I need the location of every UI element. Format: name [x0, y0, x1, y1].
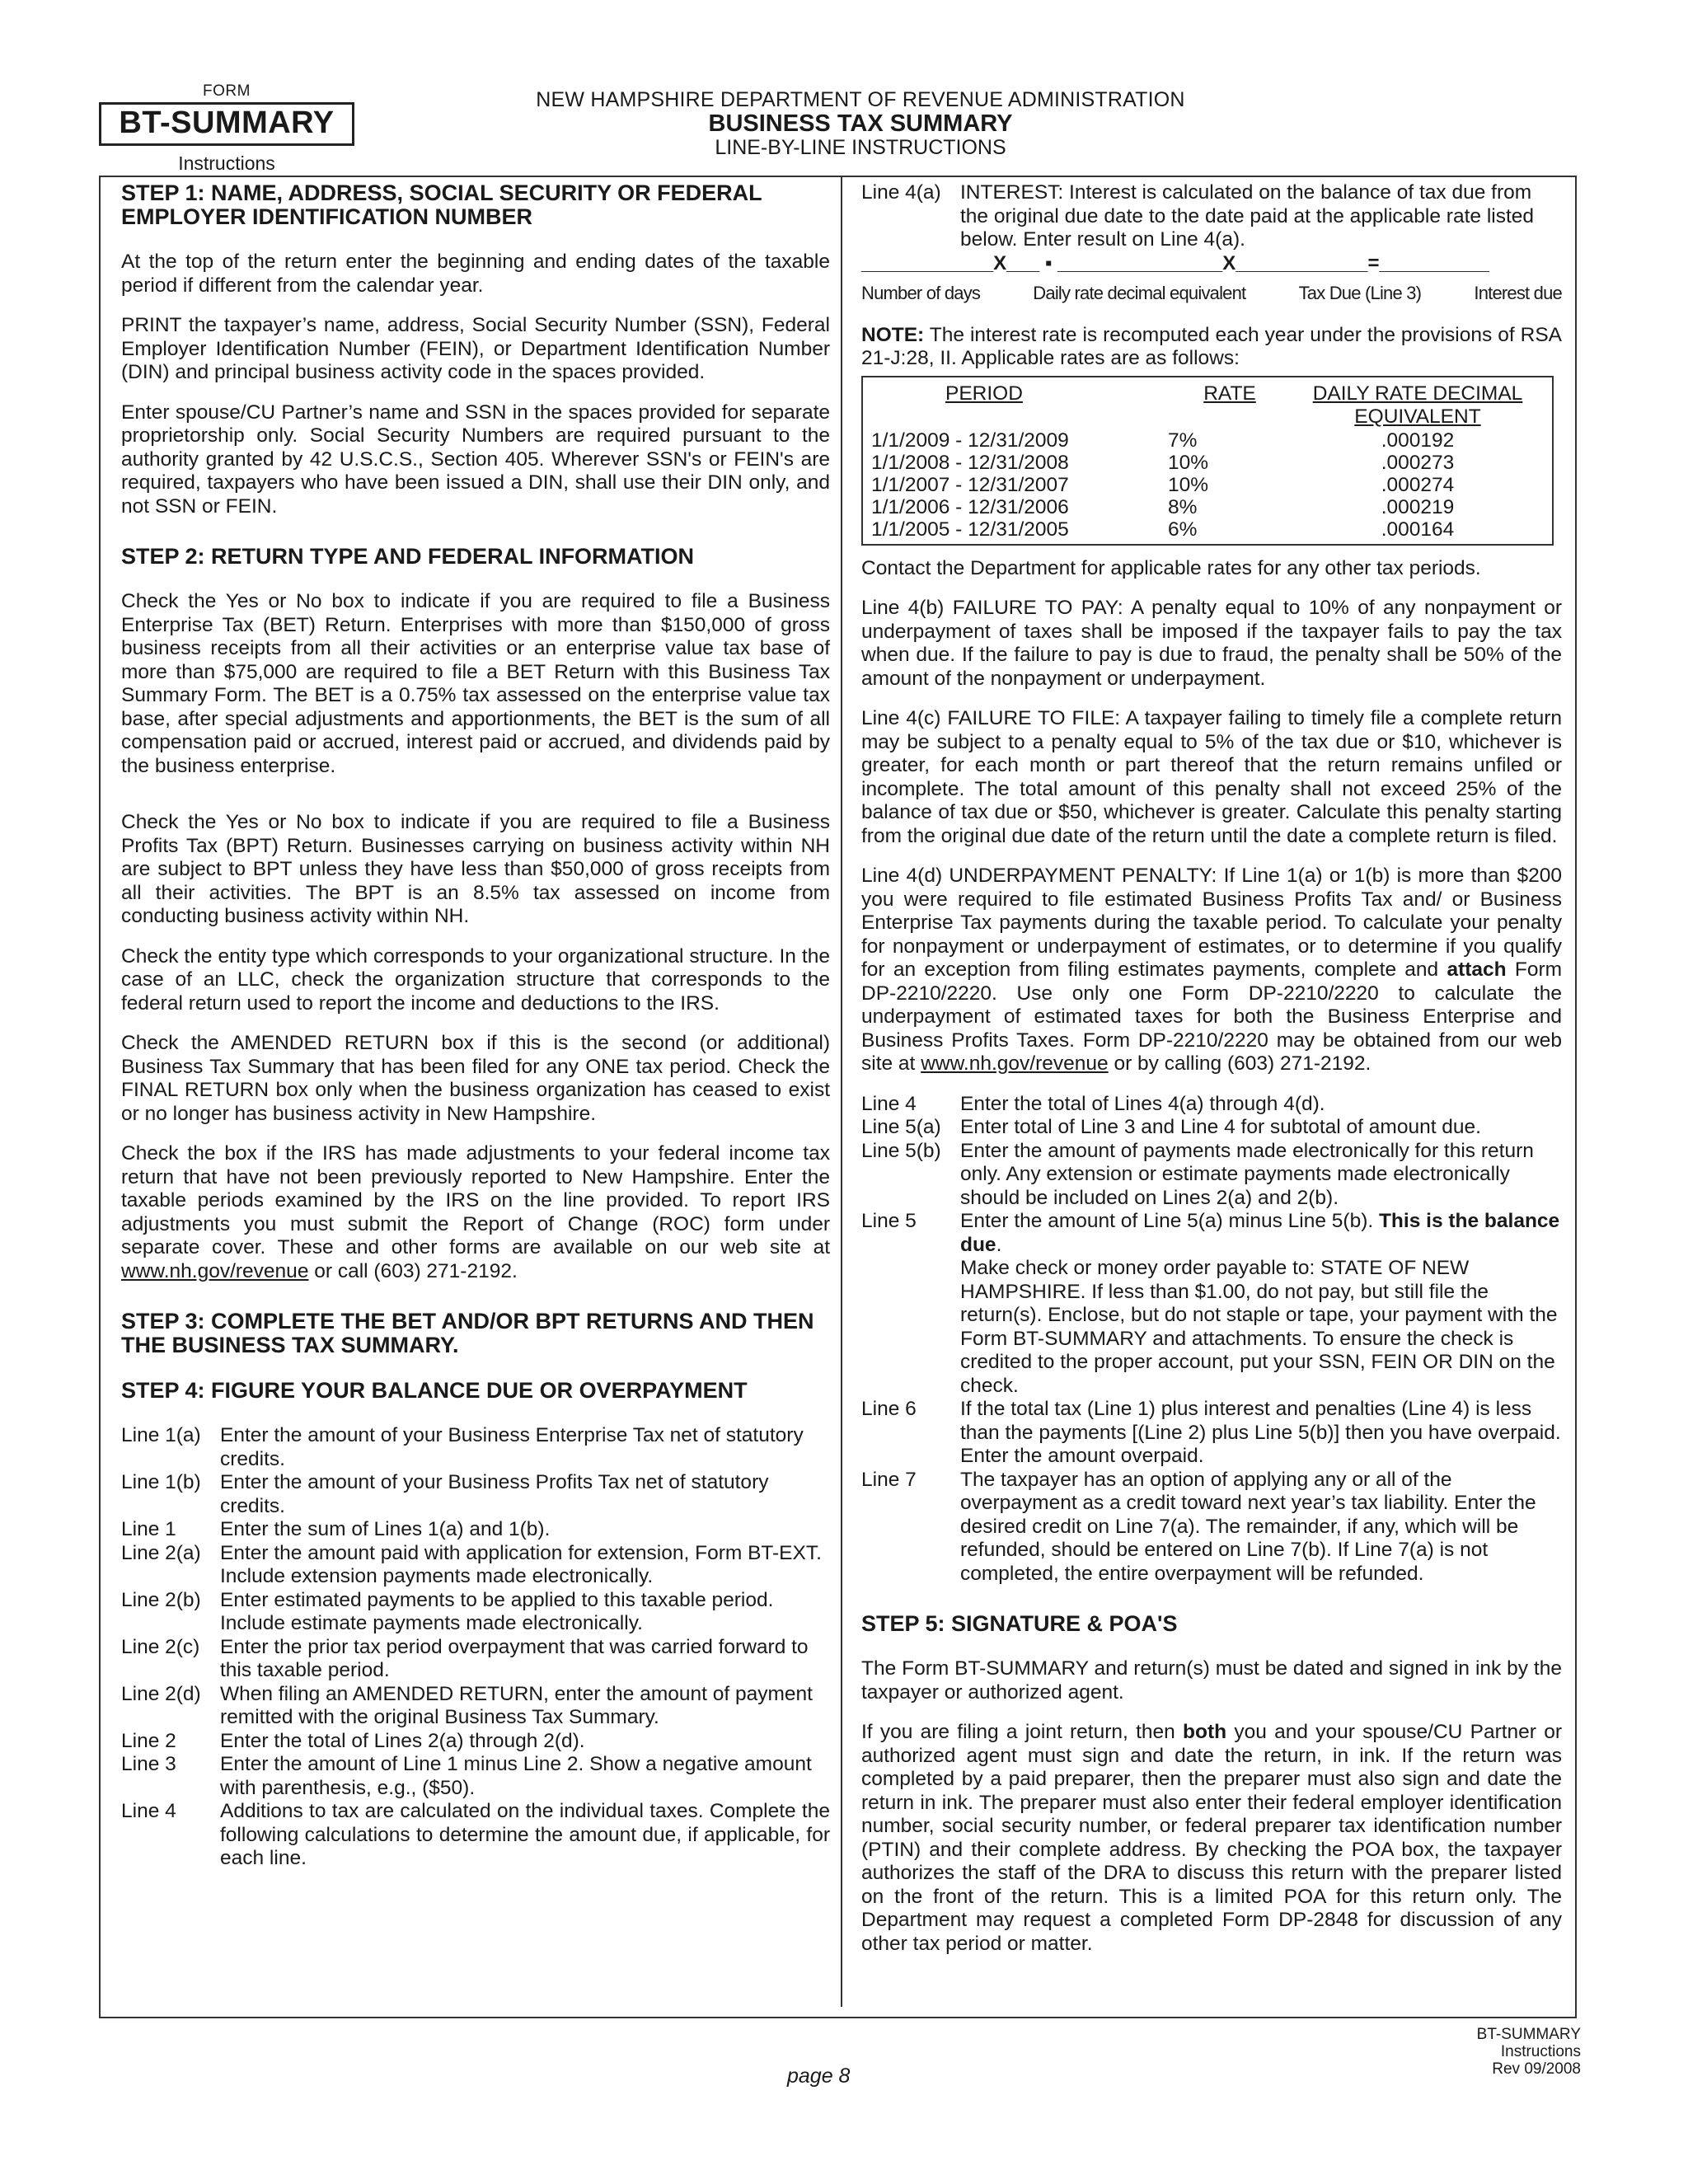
table-row: 1/1/2006 - 12/31/2006 8% .000219: [871, 495, 1455, 518]
table-row: 1/1/2009 - 12/31/2009 7% .000192: [871, 429, 1455, 452]
line-4c-failure-to-file: Line 4(c) FAILURE TO FILE: A taxpayer failing to timely file a complete return may be subject to a penalty equal to 5% of the tax due or $10, whichever is greater, for each month or part thereof that the return remains unfiled or incomplete. The total amount of this penalty shall not exceed 25% of the balance of tax due or $50, whichever is greater. Calculate this penalty starting from the original due date of the return until the date a complete return is filed.: [861, 707, 1562, 847]
step1-paragraph: Enter spouse/CU Partner’s name and SSN in the spaces provided for separate proprietorship only. Social Security Numbers are required pursuant to the authority granted by 42 U.S.C.S., Section 405. Wherever SSN's or FEIN's are required, taxpayers who have been issued a DIN, shall use their DIN only, and not SSN or FEIN.: [121, 401, 830, 518]
interest-formula-blanks: ____________X___ ▪ _______________X____________=__________: [861, 251, 1489, 274]
step2-paragraph: Check the box if the IRS has made adjustments to your federal income tax return that have not been previously reported to New Hampshire. Enter the taxable periods examined by the IRS on the line provided. To report IRS adjustments you must submit the Report of Change (ROC) form under separate cover. These and other forms are available on our web site at www.nh.gov/revenue or call (603) 271-2192.: [121, 1142, 830, 1282]
step5-heading: STEP 5: SIGNATURE & POA'S: [861, 1611, 1178, 1636]
line-item: Line 7 The taxpayer has an option of applying any or all of the overpayment as a credit toward next year’s tax liability. Enter the desired credit on Line 7(a). The remainder, if any, which will be refunded, should be entered on Line 7(b). If Line 7(a) is not completed, the entire overpayment will be refunded.: [861, 1468, 1536, 1585]
line-item: Line 1(a) Enter the amount of your Business Enterprise Tax net of statutory credits.: [121, 1424, 804, 1470]
step5-paragraph: The Form BT-SUMMARY and return(s) must be dated and signed in ink by the taxpayer or authorized agent.: [861, 1657, 1562, 1704]
form-label: FORM: [203, 82, 251, 100]
footer-form-info: [1477, 2026, 1581, 2078]
line-item: Line 1 Enter the sum of Lines 1(a) and 1(b).: [121, 1518, 551, 1540]
footer-form-id: BT-SUMMARY: [1476, 2026, 1581, 2043]
line-item: Line 3 Enter the amount of Line 1 minus Line 2. Show a negative amount with parenthesis, e.g., ($50).: [121, 1753, 812, 1799]
document-header: [0, 88, 1688, 160]
line-item: Line 4 Enter the total of Lines 4(a) through 4(d).: [861, 1092, 1325, 1115]
line-item: Line 2(b) Enter estimated payments to be applied to this taxable period. Include estimate payments made electronically.: [121, 1588, 774, 1634]
line-item: Line 2 Enter the total of Lines 2(a) through 2(d).: [121, 1729, 585, 1752]
interest-rate-table: [861, 376, 1554, 546]
interest-formula-labels: [861, 280, 1562, 306]
left-column: [121, 181, 830, 1871]
column-header-rate: RATE: [1203, 382, 1256, 405]
contact-department-text: Contact the Department for applicable rates for any other tax periods.: [861, 556, 1481, 579]
form-instructions-label: Instructions: [178, 152, 275, 174]
step4-heading: STEP 4: FIGURE YOUR BALANCE DUE OR OVERPAYMENT: [121, 1378, 748, 1403]
footer-revision: Rev 09/2008: [1492, 2060, 1581, 2078]
step2-paragraph: Check the Yes or No box to indicate if you are required to file a Business Profits Tax (BPT) Return. Businesses carrying on business activity within NH are subject to BPT unless they have less than $50,000 of gross receipts from all their activities. The BPT is an 8.5% tax assessed on income from conducting business activity within NH.: [121, 811, 830, 927]
table-row: 1/1/2007 - 12/31/2007 10% .000274: [871, 473, 1455, 496]
step2-paragraph: Check the entity type which corresponds to your organizational structure. In the case of an LLC, check the organization structure that corresponds to the federal return used to report the income and deductions to the IRS.: [121, 944, 830, 1015]
rate-table-header: [871, 382, 1544, 429]
line-4-7-list: [861, 1093, 1562, 1586]
page-number: page 8: [787, 2064, 851, 2088]
column-divider: [841, 176, 842, 2007]
line-item: Line 2(a) Enter the amount paid with application for extension, Form BT-EXT. Include extension payments made electronically.: [121, 1541, 822, 1587]
line-4a-interest: Line 4(a) INTEREST: Interest is calculated on the balance of tax due from the original due date to the date paid at the applicable rate listed below. Enter result on Line 4(a).: [861, 181, 1535, 251]
right-column: [861, 181, 1562, 1972]
form-id-box: BT-SUMMARY: [99, 102, 354, 146]
formula-label: Daily rate decimal equivalent: [1033, 283, 1246, 303]
line-item: Line 5(a) Enter total of Line 3 and Line 4 for subtotal of amount due.: [861, 1116, 1481, 1138]
line-item: Line 5 Enter the amount of Line 5(a) minus Line 5(b). This is the balance due. Make check or money order payable to: STATE OF NEW HAMPSHIRE. If less than $1.00, do not pay, but still file the return(s). Enclose, but do not staple or tape, your payment with the Form BT-SUMMARY and attachments. To ensure the check is credited to the proper account, put your SSN, FEIN OR DIN on the check.: [861, 1210, 1562, 1398]
step5-paragraph: If you are filing a joint return, then both you and your spouse/CU Partner or authorized agent must sign and date the return, in ink. If the return was completed by a paid preparer, then the preparer must also sign and date the return in ink. The preparer must also enter their federal employer identification number, social security number, or federal preparer tax identification number (PTIN) and their complete address. By checking the POA box, the taxpayer authorizes the staff of the DRA to discuss this return with the preparer listed on the front of the return. This is a limited POA for this return only. The Department may request a completed Form DP-2848 for discussion of any other tax period or matter.: [861, 1721, 1562, 1955]
line-item: Line 2(c) Enter the prior tax period overpayment that was carried forward to this taxable period.: [121, 1635, 809, 1681]
step1-paragraph: PRINT the taxpayer’s name, address, Social Security Number (SSN), Federal Employer Identification Number (FEIN), or Department Identification Number (DIN) and principal business activity code in the spaces provided.: [121, 314, 830, 383]
step1-paragraph: At the top of the return enter the beginning and ending dates of the taxable period if different from the calendar year.: [121, 251, 830, 297]
formula-label: Number of days: [861, 283, 981, 303]
footer-instructions: Instructions: [1500, 2043, 1581, 2060]
formula-label: Tax Due (Line 3): [1298, 283, 1422, 303]
line-item: Line 6 If the total tax (Line 1) plus interest and penalties (Line 4) is less than the payments [(Line 2) plus Line 5(b)] then you have overpaid. Enter the amount overpaid.: [861, 1398, 1561, 1467]
agency-name: NEW HAMPSHIRE DEPARTMENT OF REVENUE ADMINISTRATION: [536, 88, 1185, 111]
line-item: Line 1(b) Enter the amount of your Business Profits Tax net of statutory credits.: [121, 1471, 769, 1517]
line-item: Line 4 Additions to tax are calculated on the individual taxes. Complete the following calculations to determine the amount due, if applicable, for each line.: [121, 1800, 830, 1869]
table-row: 1/1/2005 - 12/31/2005 6% .000164: [871, 518, 1455, 541]
table-row: 1/1/2008 - 12/31/2008 10% .000273: [871, 451, 1455, 474]
formula-label: Interest due: [1474, 283, 1562, 303]
column-header-daily: DAILY RATE DECIMAL EQUIVALENT: [1312, 382, 1523, 428]
step4-line-list: [121, 1424, 830, 1871]
line-4d-underpayment: Line 4(d) UNDERPAYMENT PENALTY: If Line 1(a) or 1(b) is more than $200 you were required to file estimated Business Profits Tax and/ or Business Enterprise Tax payments during the taxable period. To calculate your penalty for nonpayment or underpayment of estimates, or to determine if you qualify for an exception from filing estimates payments, complete and attach Form DP-2210/2220. Use only one Form DP-2210/2220 to calculate the underpayment of estimated taxes for both the Business Enterprise and Business Profits Taxes. Form DP-2210/2220 may be obtained from our web site at www.nh.gov/revenue or by calling (603) 271-2192.: [861, 865, 1563, 1075]
column-header-period: PERIOD: [945, 382, 1023, 405]
revenue-website-link[interactable]: www.nh.gov/revenue: [121, 1259, 309, 1282]
step3-heading: STEP 3: COMPLETE THE BET AND/OR BPT RETURNS AND THEN THE BUSINESS TAX SUMMARY.: [121, 1309, 814, 1357]
line-item: Line 2(d) When filing an AMENDED RETURN, enter the amount of payment remitted with the original Business Tax Summary.: [121, 1682, 813, 1728]
step2-heading: STEP 2: RETURN TYPE AND FEDERAL INFORMATION: [121, 544, 695, 569]
step1-heading: STEP 1: NAME, ADDRESS, SOCIAL SECURITY OR FEDERAL EMPLOYER IDENTIFICATION NUMBER: [121, 180, 762, 229]
rate-note: NOTE: The interest rate is recomputed each year under the provisions of RSA 21-J:28, II. Applicable rates are as follows:: [861, 323, 1562, 369]
document-title: BUSINESS TAX SUMMARY: [708, 110, 1013, 137]
revenue-website-link[interactable]: www.nh.gov/revenue: [921, 1052, 1109, 1075]
payment-instructions: Make check or money order payable to: STATE OF NEW HAMPSHIRE. If less than $1.00, do not pay, but still file the return(s). Enclose, but do not staple or tape, your payment with the Form BT-SUMMARY and attachments. To ensure the check is credited to the proper account, put your SSN, FEIN OR DIN on the check.: [960, 1257, 1558, 1397]
document-subtitle: LINE-BY-LINE INSTRUCTIONS: [715, 136, 1006, 159]
step2-paragraph: Check the AMENDED RETURN box if this is the second (or additional) Business Tax Summary that has been filed for any ONE tax period. Check the FINAL RETURN box only when the business organization has ceased to exist or no longer has business activity in New Hampshire.: [121, 1032, 830, 1125]
line-4b-failure-to-pay: Line 4(b) FAILURE TO PAY: A penalty equal to 10% of any nonpayment or underpayment of taxes shall be imposed if the taxpayer fails to pay the tax when due. If the failure to pay is due to fraud, the penalty shall be 50% of the amount of the nonpayment or underpayment.: [861, 597, 1562, 690]
line-item: Line 5(b) Enter the amount of payments made electronically for this return only. Any extension or estimate payments made electronically should be included on Lines 2(a) and 2(b).: [861, 1139, 1534, 1209]
step2-paragraph: Check the Yes or No box to indicate if you are required to file a Business Enterprise Tax (BET) Return. Enterprises with more than $150,000 of gross business receipts from all their activities or an enterprise value tax base of more than $75,000 are required to file a BET Return with this Business Tax Summary Form. The BET is a 0.75% tax assessed on the enterprise value tax base, after special adjustments and apportionments, the BET is the sum of all compensation paid or accrued, interest paid or accrued, and dividends paid by the business enterprise.: [121, 590, 830, 777]
